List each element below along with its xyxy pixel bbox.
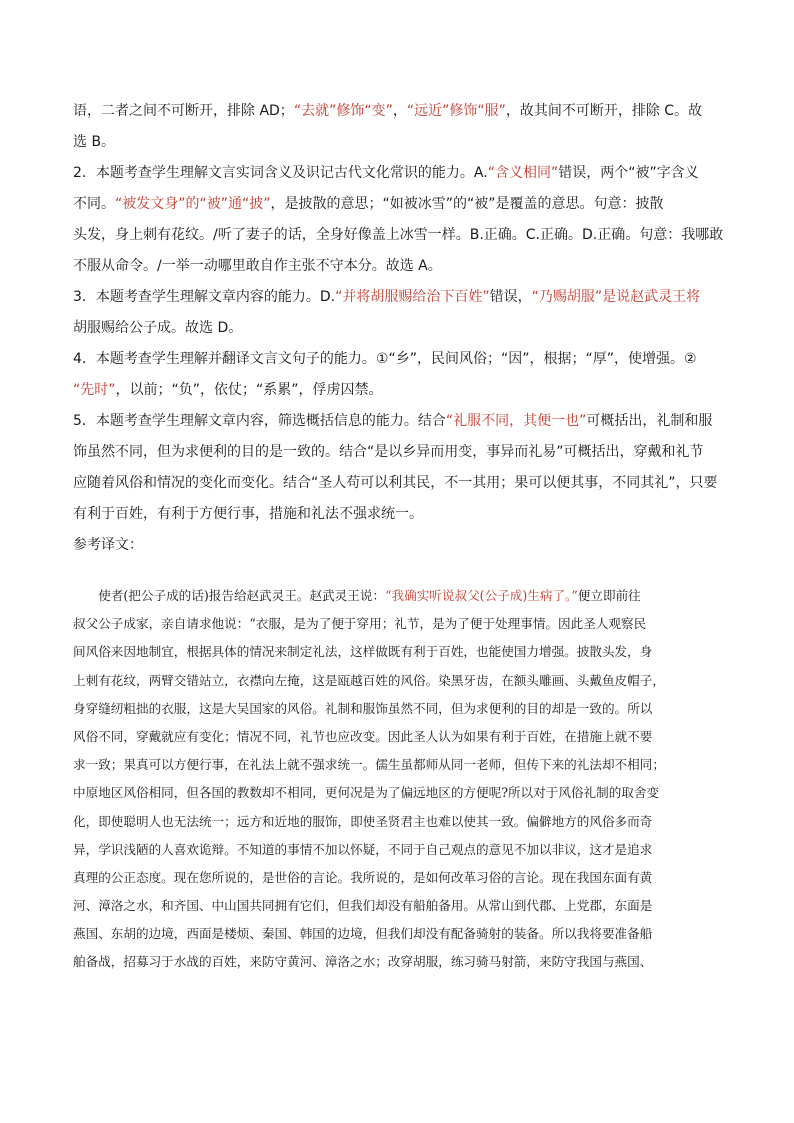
- text-line: 胡服赐给公子成。故选 D。: [73, 320, 243, 336]
- text-segment: 不同。: [73, 196, 115, 212]
- highlighted-text: “被发文身”的“被”通“披”: [115, 196, 271, 212]
- highlighted-text: “先时”: [73, 382, 116, 398]
- highlighted-text: “礼服不同，其便一也”: [445, 413, 587, 429]
- highlighted-text: “去就”修饰“变”: [293, 103, 393, 119]
- text-segment: 可概括出，礼制和服: [586, 413, 713, 429]
- translation-line: 中原地区风俗相同，但各国的教数却不相同，更何况是为了偏远地区的方便呢?所以对于风俗礼制的取舍变: [73, 785, 660, 801]
- text-line: 饰虽然不同，但为求便利的目的是一致的。结合“是以乡异而用变，事异而礼易”可概括出，穿戴和礼节: [73, 444, 704, 460]
- translation-line: 燕国、东胡的边境，西面是楼烦、秦国、韩国的边境，但我们却没有配备骑射的装备。所以我将要准备船: [73, 926, 653, 942]
- translation-line: [73, 582, 733, 610]
- text-line: [73, 96, 723, 127]
- text-segment: ，是披散的意思；“如被冰雪”的“被”是覆盖的意思。句意：披散: [270, 196, 664, 212]
- text-line: [73, 375, 723, 406]
- question-2-line: [73, 158, 723, 189]
- text-segment: ，以前；“负”，依仗；“系累”，俘虏囚禁。: [115, 382, 383, 398]
- text-segment: 3．本题考查学生理解文章内容的能力。D.: [73, 289, 336, 305]
- translation-line: 真理的公正态度。现在您所说的，是世俗的言论。我所说的，是如何改革习俗的言论。现在我国东面有黄: [73, 869, 653, 885]
- question-5-line: [73, 406, 723, 437]
- translation-line: 舶备战，招募习于水战的百姓，来防守黄河、漳洛之水；改穿胡服，练习骑马射箭，来防守我国与燕国、: [73, 954, 653, 970]
- text-line: 有利于百姓，有利于方便行事，措施和礼法不强求统一。: [73, 506, 423, 522]
- reference-translation-body: [73, 582, 733, 977]
- reference-translation-heading: 参考译文：: [73, 537, 143, 553]
- text-segment: 语，二者之间不可断开，排除 AD；: [73, 103, 294, 119]
- translation-line: 化，即使聪明人也无法统一；远方和近地的服饰，即使圣贤君主也难以使其一致。偏僻地方的风俗多而奇: [73, 813, 653, 829]
- highlighted-text: “远近”修饰“服”: [406, 103, 506, 119]
- text-segment: 5．本题考查学生理解文章内容，筛选概括信息的能力。结合: [73, 413, 446, 429]
- text-line: 选 B。: [73, 134, 116, 150]
- translation-line: 风俗不同，穿戴就应有变化；情况不同，礼节也应改变。因此圣人认为如果有利于百姓，在措施上就不要: [73, 728, 653, 744]
- translation-line: 河、漳洛之水，和齐国、中山国共同拥有它们，但我们却没有船舶备用。从常山到代郡、上党郡，东面是: [73, 898, 653, 914]
- text-line: 头发，身上刺有花纹。/听了妻子的话，全身好像盖上冰雪一样。B.正确。C.正确。D.正确。句意：我哪敢: [73, 227, 724, 243]
- text-segment: 错误，: [489, 289, 532, 305]
- text-line: [73, 189, 723, 220]
- answer-explanations: [73, 96, 723, 561]
- text-segment: ，: [392, 103, 407, 119]
- question-3-line: [73, 282, 723, 313]
- highlighted-text: “乃赐胡服”是说赵武灵王将: [531, 289, 701, 305]
- text-segment: 2．本题考查学生理解文言实词含义及识记古代文化常识的能力。A.: [73, 165, 488, 181]
- text-line: 不服从命令。/一举一动哪里敢自作主张不守本分。故选 A。: [73, 258, 442, 274]
- translation-line: 叔父公子成家，亲自请求他说：“衣服，是为了便于穿用；礼节，是为了便于处理事情。因此圣人观察民: [73, 616, 647, 632]
- text-segment: 便立即前往: [577, 588, 641, 603]
- highlighted-text: “含义相同”: [487, 165, 559, 181]
- question-4-line: 4．本题考查学生理解并翻译文言文句子的能力。①“乡”，民间风俗；“因”，根据；“厚”，使增强。②: [73, 351, 697, 367]
- highlighted-text: “并将胡服赐给治下百姓”: [335, 289, 490, 305]
- text-segment: ，故其间不可断开，排除 C。故: [505, 103, 703, 119]
- text-line: 应随着风俗和情况的变化而变化。结合“圣人苟可以利其民，不一其用；果可以便其事，不同其礼”，只要: [73, 475, 718, 491]
- translation-line: 身穿缝纫粗拙的衣服，这是大吴国家的风俗。礼制和服饰虽然不同，但为求便利的目的却是一致的。所以: [73, 700, 653, 716]
- translation-line: 上刺有花纹，两臂交错站立，衣襟向左掩，这是瓯越百姓的风俗。染黑牙齿，在额头雕画、头戴鱼皮帽子，: [73, 672, 665, 688]
- translation-line: 求一致；果真可以方便行事，在礼法上就不强求统一。儒生虽都师从同一老师，但传下来的礼法却不相同；: [73, 757, 665, 773]
- text-segment: 使者(把公子成的话)报告给赵武灵王。赵武灵王说：: [73, 588, 386, 603]
- highlighted-text: “我确实听说叔父(公子成)生病了。”: [385, 588, 578, 603]
- translation-line: 间风俗来因地制宜，根据具体的情况来制定礼法，这样做既有利于百姓，也能使国力增强。披散头发，身: [73, 644, 653, 660]
- translation-line: 异，学识浅陋的人喜欢诡辩。不知道的事情不加以怀疑，不同于自己观点的意见不加以非议，这才是追求: [73, 841, 653, 857]
- text-segment: 错误，两个“被”字含义: [558, 165, 699, 181]
